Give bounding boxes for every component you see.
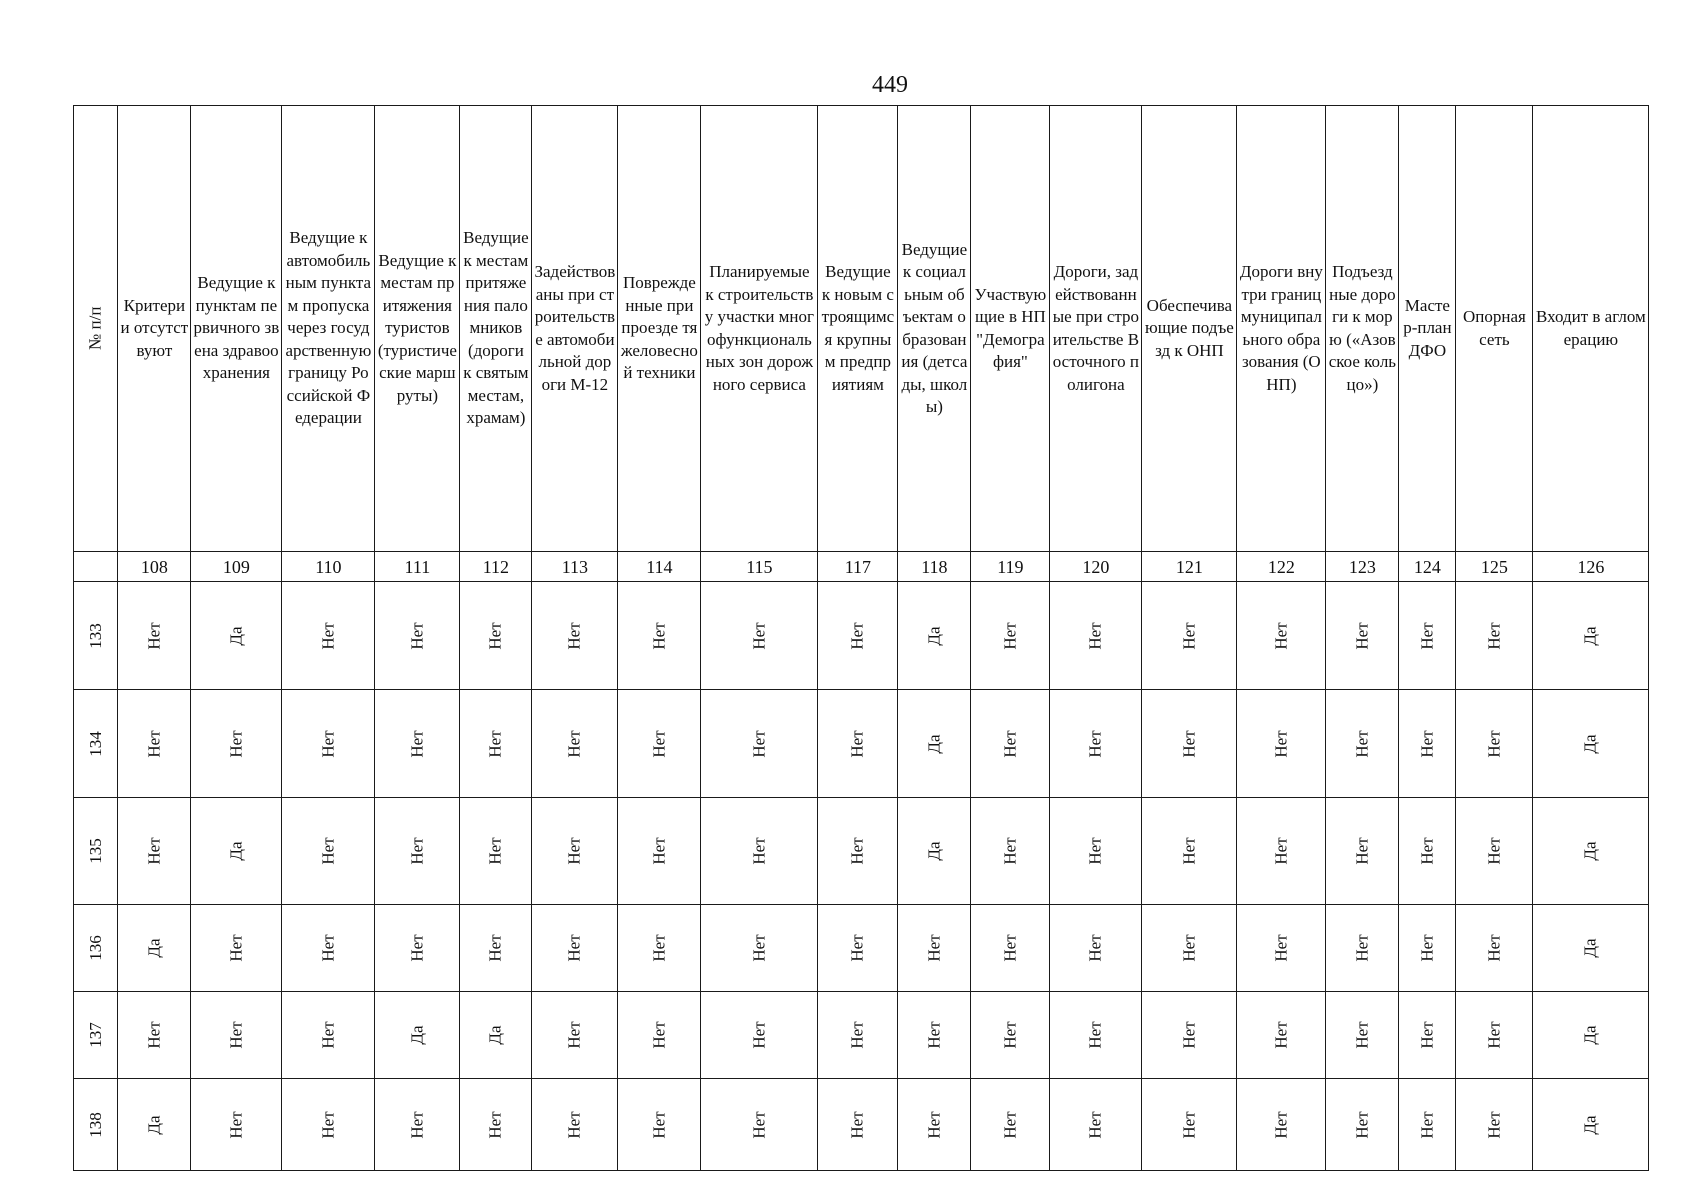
cell-value: Нет [749, 837, 769, 865]
table-cell [1456, 1079, 1533, 1171]
cell-value: Да [924, 625, 944, 646]
table-cell [1237, 905, 1326, 992]
column-number-cell: 115 [701, 552, 818, 582]
index-header: № п/п [74, 106, 118, 552]
table-cell [282, 1079, 375, 1171]
table-cell [1237, 992, 1326, 1079]
cell-value: Нет [1352, 621, 1372, 650]
table-cell [618, 992, 701, 1079]
table-cell [1326, 992, 1399, 1079]
table-cell [1237, 582, 1326, 690]
cell-value: Нет [1484, 1021, 1504, 1049]
table-cell [1237, 798, 1326, 905]
table-cell [460, 1079, 532, 1171]
table-cell [1050, 905, 1142, 992]
cell-value: Нет [564, 729, 584, 758]
cell-value: Нет [1085, 837, 1105, 865]
cell-value: Да [407, 1025, 427, 1045]
row-index: 137 [85, 1022, 105, 1048]
cell-value: Нет [649, 621, 669, 650]
column-number-cell: 121 [1142, 552, 1237, 582]
column-number-cell: 124 [1399, 552, 1456, 582]
row-index-cell [74, 992, 118, 1079]
cell-value: Нет [318, 729, 338, 758]
table-cell [1050, 582, 1142, 690]
cell-value: Нет [1271, 934, 1291, 962]
column-header: Опорная сеть [1456, 106, 1533, 552]
cell-value: Нет [226, 1021, 246, 1049]
table-cell [898, 798, 971, 905]
cell-value: Нет [1179, 1110, 1199, 1139]
cell-value: Нет [847, 1110, 867, 1139]
table-cell [375, 905, 460, 992]
column-header: Ведущие к пунктам первичного звена здравоохранения [191, 106, 282, 552]
cell-value: Да [924, 841, 944, 861]
table-cell [701, 905, 818, 992]
cell-value: Да [485, 1025, 505, 1045]
table-cell [818, 582, 898, 690]
cell-value: Нет [485, 729, 505, 758]
table-cell [191, 798, 282, 905]
table-cell [375, 582, 460, 690]
table-cell [1456, 582, 1533, 690]
table-cell [191, 582, 282, 690]
table-cell [1326, 582, 1399, 690]
table-cell [898, 690, 971, 798]
cell-value: Нет [1085, 621, 1105, 650]
table-row [74, 798, 1649, 905]
cell-value: Нет [1000, 1110, 1020, 1139]
cell-value: Нет [144, 729, 164, 758]
cell-value: Нет [847, 1021, 867, 1049]
table-cell [1050, 798, 1142, 905]
table-cell [971, 798, 1050, 905]
cell-value: Нет [1484, 934, 1504, 962]
cell-value: Нет [1417, 1110, 1437, 1139]
cell-value: Нет [318, 621, 338, 650]
cell-value: Нет [144, 621, 164, 650]
cell-value: Нет [1417, 934, 1437, 962]
cell-value: Нет [847, 621, 867, 650]
column-number-cell: 126 [1533, 552, 1649, 582]
cell-value: Нет [407, 729, 427, 758]
column-number-cell: 113 [532, 552, 618, 582]
row-index-cell [74, 690, 118, 798]
cell-value: Нет [407, 934, 427, 962]
column-header: Дороги внутри границ муниципального образования (ОНП) [1237, 106, 1326, 552]
cell-value: Нет [407, 1110, 427, 1139]
table-cell [282, 992, 375, 1079]
column-number-cell: 114 [618, 552, 701, 582]
table-cell [971, 1079, 1050, 1171]
table-row [74, 690, 1649, 798]
row-index-cell [74, 798, 118, 905]
column-number-cell: 125 [1456, 552, 1533, 582]
table-cell [1533, 582, 1649, 690]
table-cell [191, 1079, 282, 1171]
table-cell [1533, 798, 1649, 905]
cell-value: Нет [924, 934, 944, 962]
table-cell [1142, 1079, 1237, 1171]
row-index-cell [74, 905, 118, 992]
cell-value: Нет [749, 1021, 769, 1049]
cell-value: Нет [485, 934, 505, 962]
cell-value: Нет [1085, 729, 1105, 758]
column-number-cell: 110 [282, 552, 375, 582]
column-header: Дороги, задействованные при строительстве Восточного полигона [1050, 106, 1142, 552]
table-cell [118, 1079, 191, 1171]
table-cell [1142, 690, 1237, 798]
row-index: 135 [85, 838, 105, 864]
table-cell [618, 798, 701, 905]
table-cell [375, 690, 460, 798]
cell-value: Нет [1000, 1021, 1020, 1049]
column-number-cell: 120 [1050, 552, 1142, 582]
table-row [74, 992, 1649, 1079]
row-index-cell [74, 1079, 118, 1171]
table-cell [971, 905, 1050, 992]
cell-value: Нет [924, 1110, 944, 1139]
column-header: Ведущие к социальным объектам образования (детсады, школы) [898, 106, 971, 552]
cell-value: Нет [649, 934, 669, 962]
column-header: Обеспечивающие подъезд к ОНП [1142, 106, 1237, 552]
cell-value: Нет [485, 1110, 505, 1139]
cell-value: Нет [924, 1021, 944, 1049]
cell-value: Нет [1417, 729, 1437, 758]
table-cell [1399, 992, 1456, 1079]
cell-value: Да [226, 841, 246, 861]
column-header: Критерии отсутствуют [118, 106, 191, 552]
cell-value: Нет [564, 621, 584, 650]
table-cell [1399, 582, 1456, 690]
table-cell [898, 1079, 971, 1171]
cell-value: Нет [1271, 621, 1291, 650]
table-cell [1326, 690, 1399, 798]
cell-value: Нет [485, 837, 505, 865]
cell-value: Нет [1484, 1110, 1504, 1139]
cell-value: Нет [144, 837, 164, 865]
cell-value: Да [1580, 625, 1600, 646]
cell-value: Нет [847, 934, 867, 962]
table-cell [818, 798, 898, 905]
table-cell [1326, 1079, 1399, 1171]
table-cell [701, 690, 818, 798]
table-cell [282, 798, 375, 905]
cell-value: Нет [1000, 934, 1020, 962]
table-cell [1533, 1079, 1649, 1171]
cell-value: Да [144, 938, 164, 958]
table-cell [1237, 690, 1326, 798]
cell-value: Нет [1352, 1110, 1372, 1139]
table-cell [618, 905, 701, 992]
cell-value: Нет [649, 837, 669, 865]
cell-value: Нет [318, 1110, 338, 1139]
column-header: Поврежденные при проезде тяжеловесной техники [618, 106, 701, 552]
cell-value: Нет [1352, 837, 1372, 865]
cell-value: Нет [1000, 837, 1020, 865]
column-header: Задействованы при строительстве автомобильной дороги М-12 [532, 106, 618, 552]
cell-value: Нет [1271, 837, 1291, 865]
column-header: Ведущие к местам притяжения туристов (туристические маршруты) [375, 106, 460, 552]
row-index-cell [74, 582, 118, 690]
column-number-cell: 112 [460, 552, 532, 582]
cell-value: Нет [1271, 1110, 1291, 1139]
table-cell [460, 992, 532, 1079]
cell-value: Нет [1179, 621, 1199, 650]
cell-value: Нет [1484, 621, 1504, 650]
table-cell [1237, 1079, 1326, 1171]
table-cell [1326, 798, 1399, 905]
cell-value: Нет [649, 729, 669, 758]
cell-value: Да [226, 625, 246, 646]
cell-value: Нет [1085, 934, 1105, 962]
table-cell [971, 690, 1050, 798]
table-cell [282, 690, 375, 798]
table-cell [118, 992, 191, 1079]
cell-value: Да [924, 733, 944, 754]
table-cell [898, 582, 971, 690]
cell-value: Да [1580, 733, 1600, 754]
cell-value: Нет [649, 1021, 669, 1049]
cell-value: Нет [847, 837, 867, 865]
cell-value: Нет [564, 1110, 584, 1139]
column-header: Участвующие в НП "Демография" [971, 106, 1050, 552]
column-number-row [74, 552, 1649, 582]
criteria-table [73, 105, 1649, 1171]
table-cell [898, 992, 971, 1079]
cell-value: Нет [847, 729, 867, 758]
row-index: 136 [85, 935, 105, 961]
cell-value: Нет [1179, 934, 1199, 962]
cell-value: Нет [749, 934, 769, 962]
cell-value: Нет [318, 1021, 338, 1049]
cell-value: Да [1580, 938, 1600, 958]
cell-value: Нет [1352, 729, 1372, 758]
cell-value: Нет [1000, 621, 1020, 650]
table-cell [1399, 798, 1456, 905]
column-number-cell: 117 [818, 552, 898, 582]
cell-value: Да [144, 1114, 164, 1135]
cell-value: Да [1580, 1025, 1600, 1045]
cell-value: Нет [318, 837, 338, 865]
table-cell [191, 992, 282, 1079]
table-cell [618, 690, 701, 798]
cell-value: Нет [1000, 729, 1020, 758]
table-cell [1533, 690, 1649, 798]
cell-value: Нет [144, 1021, 164, 1049]
table-cell [118, 582, 191, 690]
table-cell [1533, 992, 1649, 1079]
column-number-cell: 123 [1326, 552, 1399, 582]
cell-value: Нет [564, 1021, 584, 1049]
table-cell [532, 798, 618, 905]
table-cell [1142, 582, 1237, 690]
column-number-cell [74, 552, 118, 582]
cell-value: Нет [749, 729, 769, 758]
table-cell [532, 690, 618, 798]
table-cell [1399, 905, 1456, 992]
table-cell [1142, 905, 1237, 992]
cell-value: Нет [1352, 934, 1372, 962]
cell-value: Да [1580, 841, 1600, 861]
table-cell [1142, 798, 1237, 905]
column-number-cell: 119 [971, 552, 1050, 582]
table-cell [818, 992, 898, 1079]
table-cell [701, 582, 818, 690]
table-cell [1533, 905, 1649, 992]
table-cell [375, 992, 460, 1079]
header-row [74, 106, 1649, 552]
cell-value: Да [1580, 1114, 1600, 1135]
table-cell [532, 905, 618, 992]
row-index: 138 [85, 1111, 105, 1138]
cell-value: Нет [1352, 1021, 1372, 1049]
table-cell [118, 690, 191, 798]
page-number: 449 [872, 72, 908, 98]
table-cell [282, 582, 375, 690]
table-cell [1326, 905, 1399, 992]
table-cell [618, 1079, 701, 1171]
table-cell [1142, 992, 1237, 1079]
cell-value: Нет [485, 621, 505, 650]
table-cell [971, 582, 1050, 690]
table-cell [1050, 1079, 1142, 1171]
cell-value: Нет [564, 837, 584, 865]
row-index: 134 [85, 730, 105, 757]
table-cell [1399, 690, 1456, 798]
table-cell [818, 905, 898, 992]
column-header: Подъездные дороги к морю («Азовское кольцо») [1326, 106, 1399, 552]
column-number-cell: 118 [898, 552, 971, 582]
table-cell [532, 992, 618, 1079]
table-cell [1050, 690, 1142, 798]
cell-value: Нет [1417, 1021, 1437, 1049]
cell-value: Нет [1484, 729, 1504, 758]
table-cell [701, 1079, 818, 1171]
cell-value: Нет [1271, 729, 1291, 758]
table-cell [460, 582, 532, 690]
column-header: Ведущие к новым строящимся крупным предприятиям [818, 106, 898, 552]
table-cell [282, 905, 375, 992]
table-cell [1050, 992, 1142, 1079]
table-cell [971, 992, 1050, 1079]
table-cell [375, 1079, 460, 1171]
table-row [74, 1079, 1649, 1171]
cell-value: Нет [1179, 729, 1199, 758]
cell-value: Нет [407, 837, 427, 865]
cell-value: Нет [226, 934, 246, 962]
cell-value: Нет [1085, 1110, 1105, 1139]
table-cell [818, 1079, 898, 1171]
column-header: Входит в агломерацию [1533, 106, 1649, 552]
table-cell [375, 798, 460, 905]
table-cell [618, 582, 701, 690]
table-cell [1456, 992, 1533, 1079]
table-cell [701, 992, 818, 1079]
table-cell [701, 798, 818, 905]
column-number-cell: 111 [375, 552, 460, 582]
column-header: Ведущие к автомобильным пунктам пропуска через государственную границу Российской Федерации [282, 106, 375, 552]
table-cell [460, 905, 532, 992]
table-row [74, 582, 1649, 690]
column-header: Мастер-план ДФО [1399, 106, 1456, 552]
cell-value: Нет [1179, 837, 1199, 865]
cell-value: Нет [407, 621, 427, 650]
table-cell [460, 690, 532, 798]
column-number-cell: 109 [191, 552, 282, 582]
cell-value: Нет [1085, 1021, 1105, 1049]
table-cell [1456, 905, 1533, 992]
table-cell [532, 582, 618, 690]
table-cell [1456, 690, 1533, 798]
cell-value: Нет [749, 621, 769, 650]
cell-value: Нет [226, 1110, 246, 1139]
cell-value: Нет [1271, 1021, 1291, 1049]
cell-value: Нет [318, 934, 338, 962]
table-cell [1399, 1079, 1456, 1171]
cell-value: Нет [1179, 1021, 1199, 1049]
column-number-cell: 122 [1237, 552, 1326, 582]
column-header: Планируемые к строительству участки многофункциональных зон дорожного сервиса [701, 106, 818, 552]
table-cell [191, 690, 282, 798]
table-cell [118, 905, 191, 992]
cell-value: Нет [1484, 837, 1504, 865]
table-cell [532, 1079, 618, 1171]
table-row [74, 905, 1649, 992]
table-cell [1456, 798, 1533, 905]
cell-value: Нет [649, 1110, 669, 1139]
cell-value: Нет [749, 1110, 769, 1139]
cell-value: Нет [1417, 621, 1437, 650]
row-index: 133 [85, 622, 105, 649]
table-cell [460, 798, 532, 905]
column-number-cell: 108 [118, 552, 191, 582]
table-cell [898, 905, 971, 992]
cell-value: Нет [564, 934, 584, 962]
column-header: Ведущие к местам притяжения паломников (дороги к святым местам, храмам) [460, 106, 532, 552]
cell-value: Нет [1417, 837, 1437, 865]
table-cell [118, 798, 191, 905]
table-cell [191, 905, 282, 992]
cell-value: Нет [226, 729, 246, 758]
table-cell [818, 690, 898, 798]
